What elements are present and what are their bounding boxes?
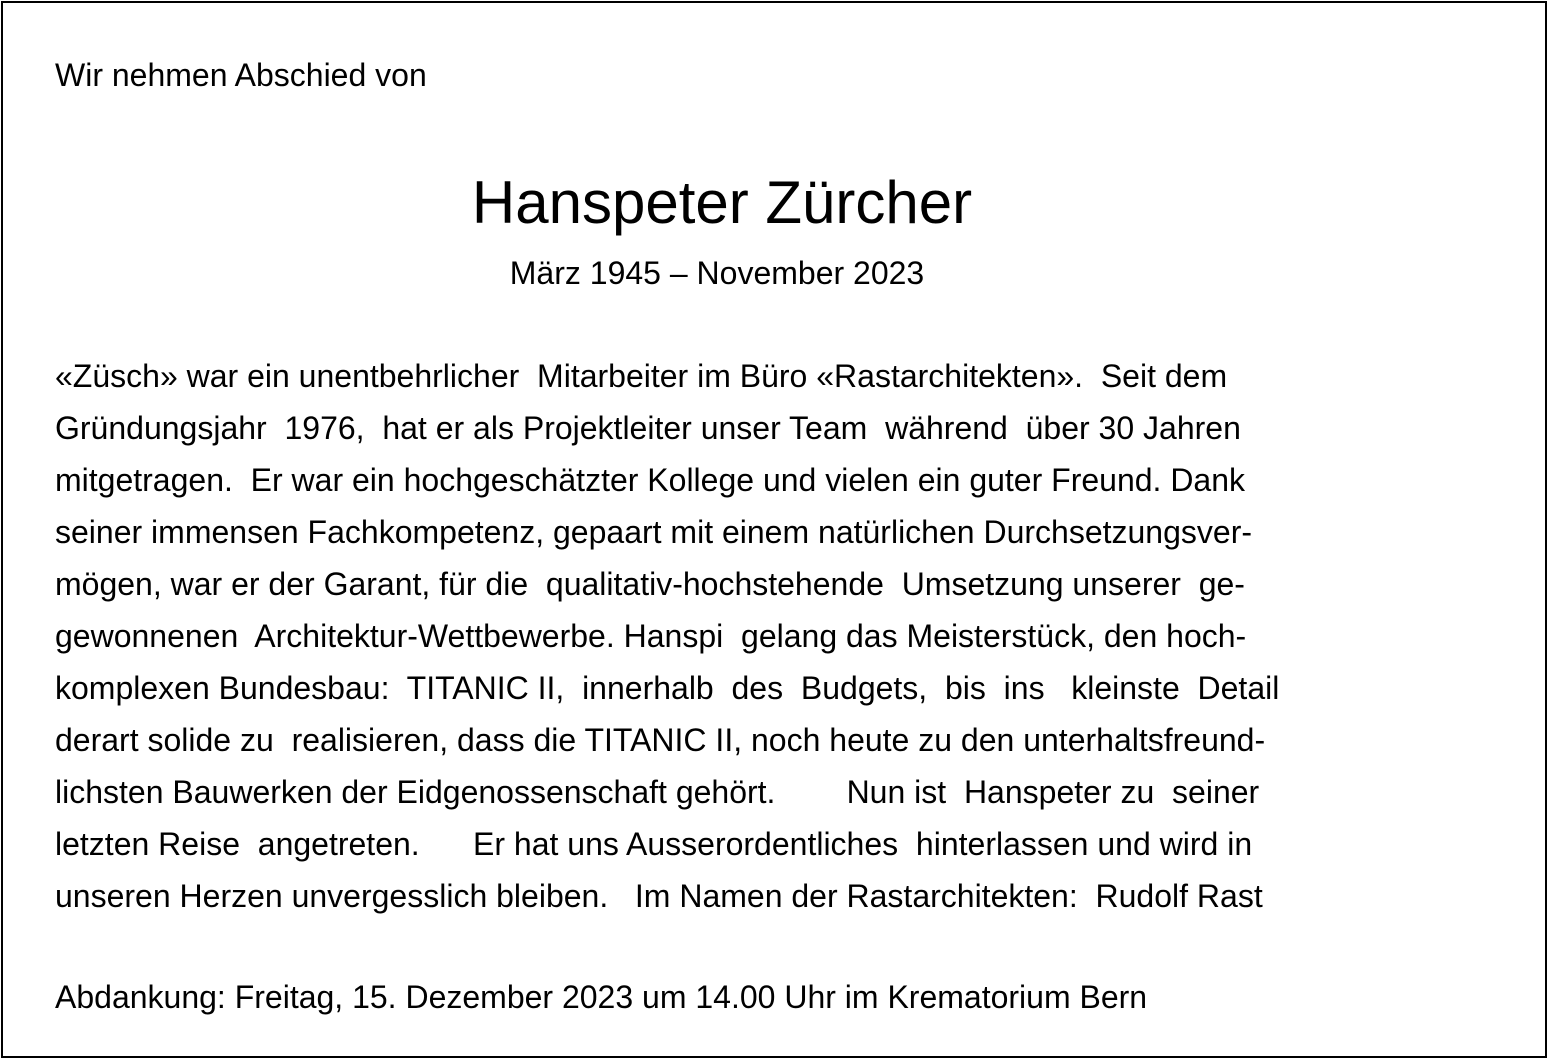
- deceased-name: Hanspeter Zürcher: [471, 169, 973, 236]
- funeral-notice: Abdankung: Freitag, 15. Dezember 2023 um 14.00 Uhr im Krematorium Bern: [55, 979, 1148, 1015]
- life-dates: März 1945 – November 2023: [509, 255, 925, 291]
- tribute-line: gewonnenen Architektur-Wettbewerbe. Hanspi gelang das Meisterstück, den hoch-: [55, 618, 1247, 654]
- tribute-line: seiner immensen Fachkompetenz, gepaart mit einem natürlichen Durchsetzungsver-: [55, 514, 1252, 550]
- tribute-line: letzten Reise angetreten. Er hat uns Ausserordentliches hinterlassen und wird in: [55, 826, 1253, 862]
- tribute-line: «Züsch» war ein unentbehrlicher Mitarbeiter im Büro «Rastarchitekten». Seit dem: [55, 358, 1228, 394]
- tribute-text: [55, 356, 1515, 928]
- tribute-line: unseren Herzen unvergesslich bleiben. Im Namen der Rastarchitekten: Rudolf Rast: [55, 878, 1263, 914]
- intro-line: Wir nehmen Abschied von: [55, 57, 427, 93]
- tribute-line: mitgetragen. Er war ein hochgeschätzter Kollege und vielen ein guter Freund. Dank: [55, 462, 1246, 498]
- tribute-line: derart solide zu realisieren, dass die TITANIC II, noch heute zu den unterhaltsfreund-: [55, 722, 1266, 758]
- tribute-line: lichsten Bauwerken der Eidgenossenschaft gehört. Nun ist Hanspeter zu seiner: [55, 774, 1260, 810]
- obituary-frame: [1, 1, 1547, 1058]
- tribute-line: komplexen Bundesbau: TITANIC II, innerhalb des Budgets, bis ins kleinste Detail: [55, 670, 1280, 706]
- tribute-line: Gründungsjahr 1976, hat er als Projektleiter unser Team während über 30 Jahren: [55, 410, 1241, 446]
- tribute-line: mögen, war er der Garant, für die qualitativ-hochstehende Umsetzung unserer ge-: [55, 566, 1245, 602]
